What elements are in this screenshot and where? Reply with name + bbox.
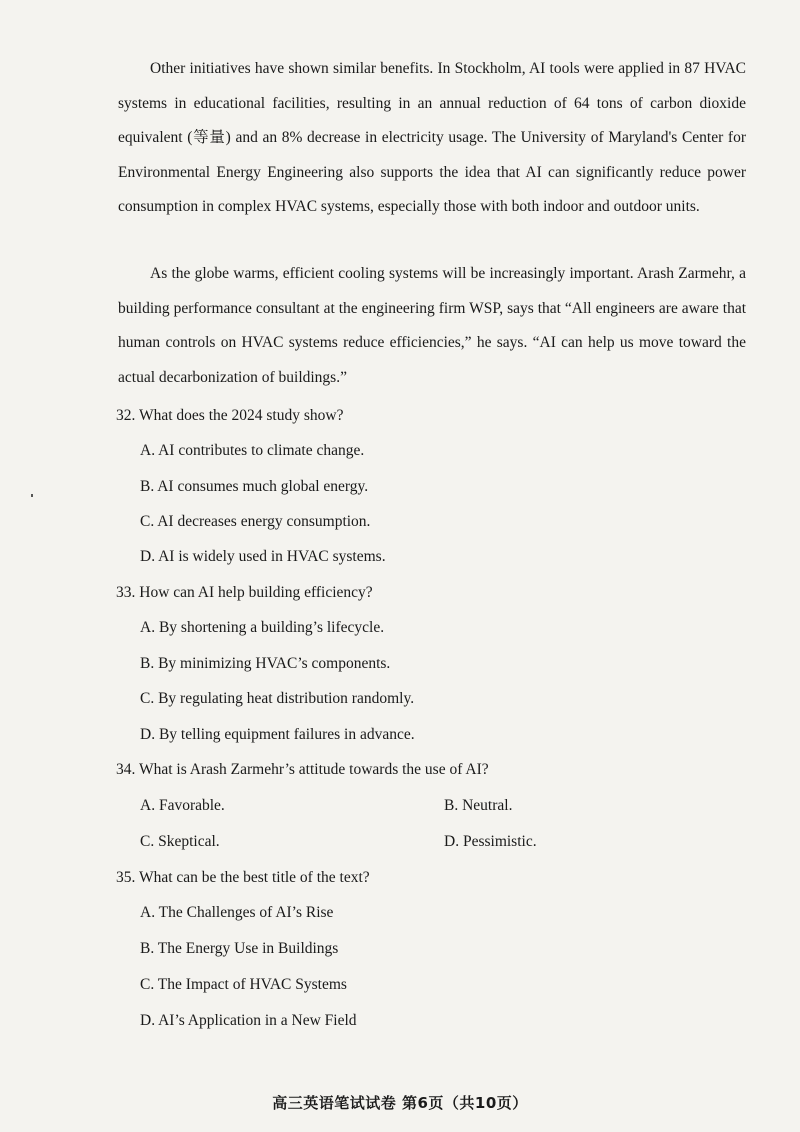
- question-34-option-b: B. Neutral.: [444, 797, 513, 814]
- question-32-option-c: C. AI decreases energy consumption.: [140, 513, 371, 530]
- page-footer: 高三英语笔试试卷 第6页（共10页）: [272, 1094, 528, 1112]
- question-33-option-a: A. By shortening a building’s lifecycle.: [140, 619, 385, 636]
- question-33-option-d: D. By telling equipment failures in advance.: [140, 726, 415, 743]
- question-32-option-a: A. AI contributes to climate change.: [140, 442, 365, 459]
- question-32-option-d: D. AI is widely used in HVAC systems.: [140, 548, 386, 565]
- question-33-stem: 33. How can AI help building efficiency?: [116, 584, 373, 601]
- question-33-option-c: C. By regulating heat distribution randomly.: [140, 690, 415, 707]
- question-34-stem: 34. What is Arash Zarmehr’s attitude towards the use of AI?: [116, 761, 489, 778]
- question-35-option-a: A. The Challenges of AI’s Rise: [140, 904, 334, 921]
- question-32-option-b: B. AI consumes much global energy.: [140, 478, 369, 495]
- question-34-option-d: D. Pessimistic.: [444, 833, 537, 850]
- question-33-option-b: B. By minimizing HVAC’s components.: [140, 655, 391, 672]
- passage-paragraph-1: Other initiatives have shown similar benefits. In Stockholm, AI tools were applied in 87 HVAC systems in educational facilities, resulting in an annual reduction of 64 tons of carbon dioxide equivalent (等量) and an 8% decrease in electricity usage. The University of Maryland's Center for Environmental Energy Engineering also supports the idea that AI can significantly reduce power consumption in complex HVAC systems, especially those with both indoor and outdoor units.: [118, 60, 746, 215]
- question-35-stem: 35. What can be the best title of the text?: [116, 869, 370, 886]
- scan-speck: [31, 494, 33, 497]
- question-35-option-d: D. AI’s Application in a New Field: [140, 1012, 357, 1029]
- question-35-option-b: B. The Energy Use in Buildings: [140, 940, 339, 957]
- question-34-option-a: A. Favorable.: [140, 797, 225, 814]
- passage-paragraph-2: As the globe warms, efficient cooling systems will be increasingly important. Arash Zarmehr, a building performance consultant at the engineering firm WSP, says that “All engineers are aware that human controls on HVAC systems reduce efficiencies,” he says. “AI can help us move toward the actual decarbonization of buildings.”: [118, 265, 746, 386]
- question-34-option-c: C. Skeptical.: [140, 833, 220, 850]
- question-32-stem: 32. What does the 2024 study show?: [116, 407, 344, 424]
- question-35-option-c: C. The Impact of HVAC Systems: [140, 976, 347, 993]
